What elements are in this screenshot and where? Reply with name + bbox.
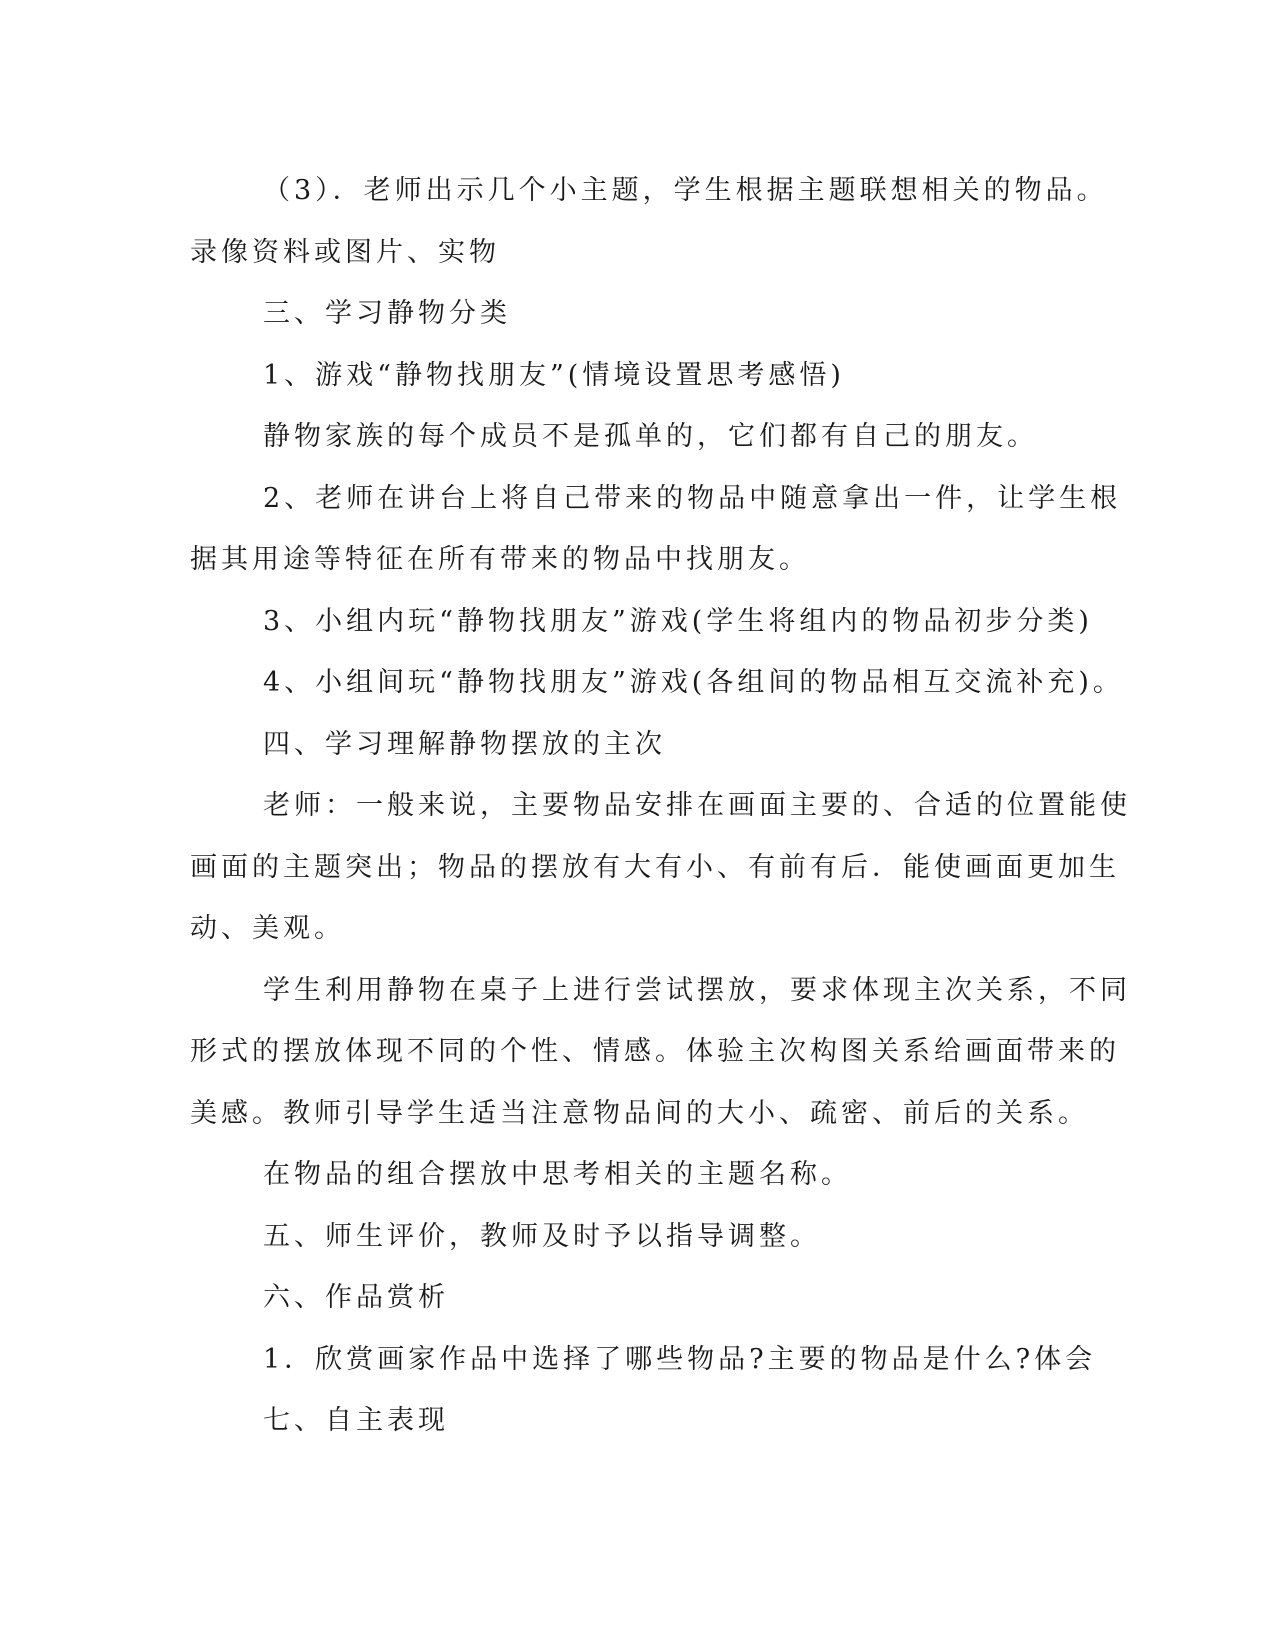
section-heading: 六、作品赏析 xyxy=(263,1282,449,1313)
section-heading: 七、自主表现 xyxy=(263,1405,449,1436)
text-line: 学生利用静物在桌子上进行尝试摆放，要求体现主次关系，不同 xyxy=(263,974,1131,1006)
text-line: 据其用途等特征在所有带来的物品中找朋友。 xyxy=(190,544,810,575)
text-line: 在物品的组合摆放中思考相关的主题名称。 xyxy=(263,1159,852,1190)
text-line: 美感。教师引导学生适当注意物品间的大小、疏密、前后的关系。 xyxy=(190,1097,1089,1129)
section-heading: 三、学习静物分类 xyxy=(263,298,511,329)
text-line: 老师：一般来说，主要物品安排在画面主要的、合适的位置能使 xyxy=(263,790,1131,821)
text-line: 1、游戏“静物找朋友”(情境设置思考感悟) xyxy=(263,359,845,391)
section-heading: 五、师生评价，教师及时予以指导调整。 xyxy=(263,1220,821,1252)
text-line: （3）．老师出示几个小主题，学生根据主题联想相关的物品。 xyxy=(263,175,1108,206)
document-body xyxy=(190,160,1131,1452)
text-line: 画面的主题突出；物品的摆放有大有小、有前有后．能使画面更加生 xyxy=(190,851,1120,883)
text-line: 3、小组内玩“静物找朋友”游戏(学生将组内的物品初步分类) xyxy=(263,605,1093,637)
text-line: 动、美观。 xyxy=(190,913,345,944)
text-line: 静物家族的每个成员不是孤单的，它们都有自己的朋友。 xyxy=(263,421,1038,452)
text-line: 形式的摆放体现不同的个性、情感。体验主次构图关系给画面带来的 xyxy=(190,1036,1120,1067)
text-line: 2、老师在讲台上将自己带来的物品中随意拿出一件，让学生根 xyxy=(263,482,1122,514)
text-line: 1．欣赏画家作品中选择了哪些物品?主要的物品是什么?体会 xyxy=(263,1343,1097,1375)
text-line: 4、小组间玩“静物找朋友”游戏(各组间的物品相互交流补充)。 xyxy=(263,667,1124,698)
text-line: 录像资料或图片、实物 xyxy=(190,236,500,268)
section-heading: 四、学习理解静物摆放的主次 xyxy=(263,728,666,760)
